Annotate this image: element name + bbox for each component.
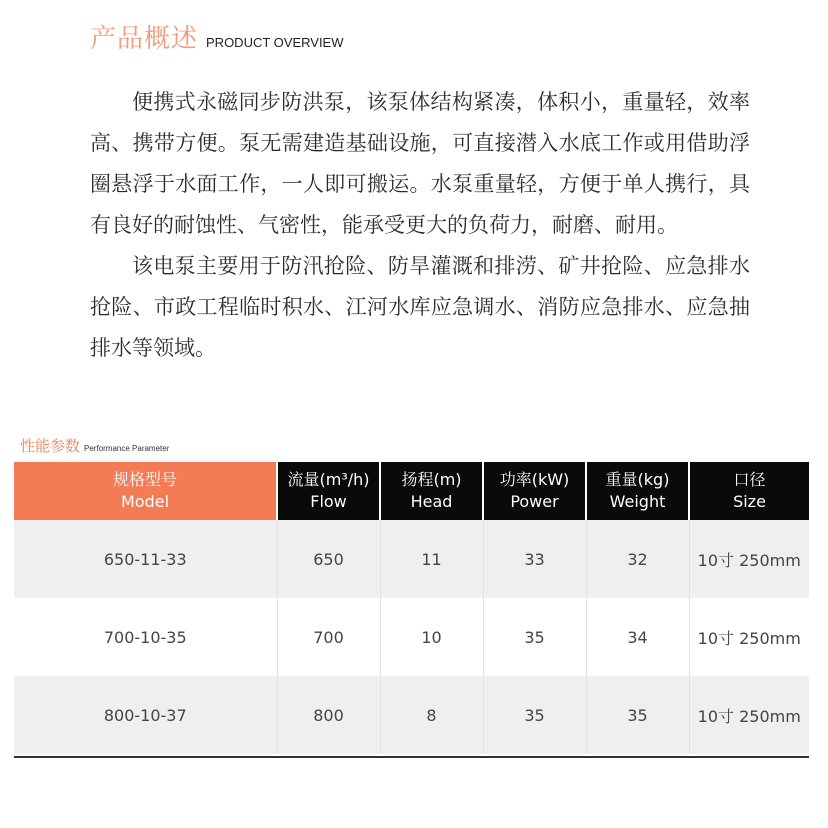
table-row: [14, 676, 809, 754]
table-row: [14, 520, 809, 598]
cell-flow: 700: [277, 598, 380, 676]
cell-weight: 35: [586, 676, 689, 754]
overview-title-cn: 产品概述: [90, 24, 199, 54]
cell-flow: 800: [277, 676, 380, 754]
cell-power: 35: [483, 598, 586, 676]
cell-weight: 32: [586, 520, 689, 598]
cell-flow: 650: [277, 520, 380, 598]
cell-size: 10寸 250mm: [689, 520, 809, 598]
description-paragraph: 该电泵主要用于防汛抢险、防旱灌溉和排涝、矿井抢险、应急排水抢险、市政工程临时积水、江河水库应急调水、消防应急排水、应急抽排水等领域。: [90, 254, 750, 360]
cell-head: 10: [380, 598, 483, 676]
header-size: 口径 Size: [689, 462, 809, 520]
cell-power: 35: [483, 676, 586, 754]
cell-model: 800-10-37: [14, 676, 277, 754]
overview-title-en: PRODUCT OVERVIEW: [206, 35, 344, 50]
table-bottom-rule: [14, 756, 809, 758]
parameters-title-cn: 性能参数: [20, 437, 81, 455]
table-row: [14, 598, 809, 676]
description-paragraph: 便携式永磁同步防洪泵，该泵体结构紧凑，体积小，重量轻，效率高、携带方便。泵无需建造基础设施，可直接潜入水底工作或用借助浮圈悬浮于水面工作，一人即可搬运。水泵重量轻，方便于单人携行，具有良好的耐蚀性、气密性，能承受更大的负荷力，耐磨、耐用。: [90, 90, 750, 237]
header-flow: 流量(m³/h) Flow: [277, 462, 380, 520]
header-model: 规格型号 Model: [14, 462, 277, 520]
cell-model: 700-10-35: [14, 598, 277, 676]
header-weight: 重量(kg) Weight: [586, 462, 689, 520]
cell-power: 33: [483, 520, 586, 598]
header-power: 功率(kW) Power: [483, 462, 586, 520]
overview-heading: [90, 18, 344, 52]
parameters-title-en: Performance Parameter: [84, 444, 170, 453]
cell-model: 650-11-33: [14, 520, 277, 598]
cell-size: 10寸 250mm: [689, 676, 809, 754]
header-head: 扬程(m) Head: [380, 462, 483, 520]
cell-head: 8: [380, 676, 483, 754]
product-description: [90, 82, 750, 369]
cell-head: 11: [380, 520, 483, 598]
parameters-heading: [20, 435, 169, 456]
performance-table: [14, 462, 809, 754]
table-header-row: [14, 462, 809, 520]
cell-size: 10寸 250mm: [689, 598, 809, 676]
cell-weight: 34: [586, 598, 689, 676]
